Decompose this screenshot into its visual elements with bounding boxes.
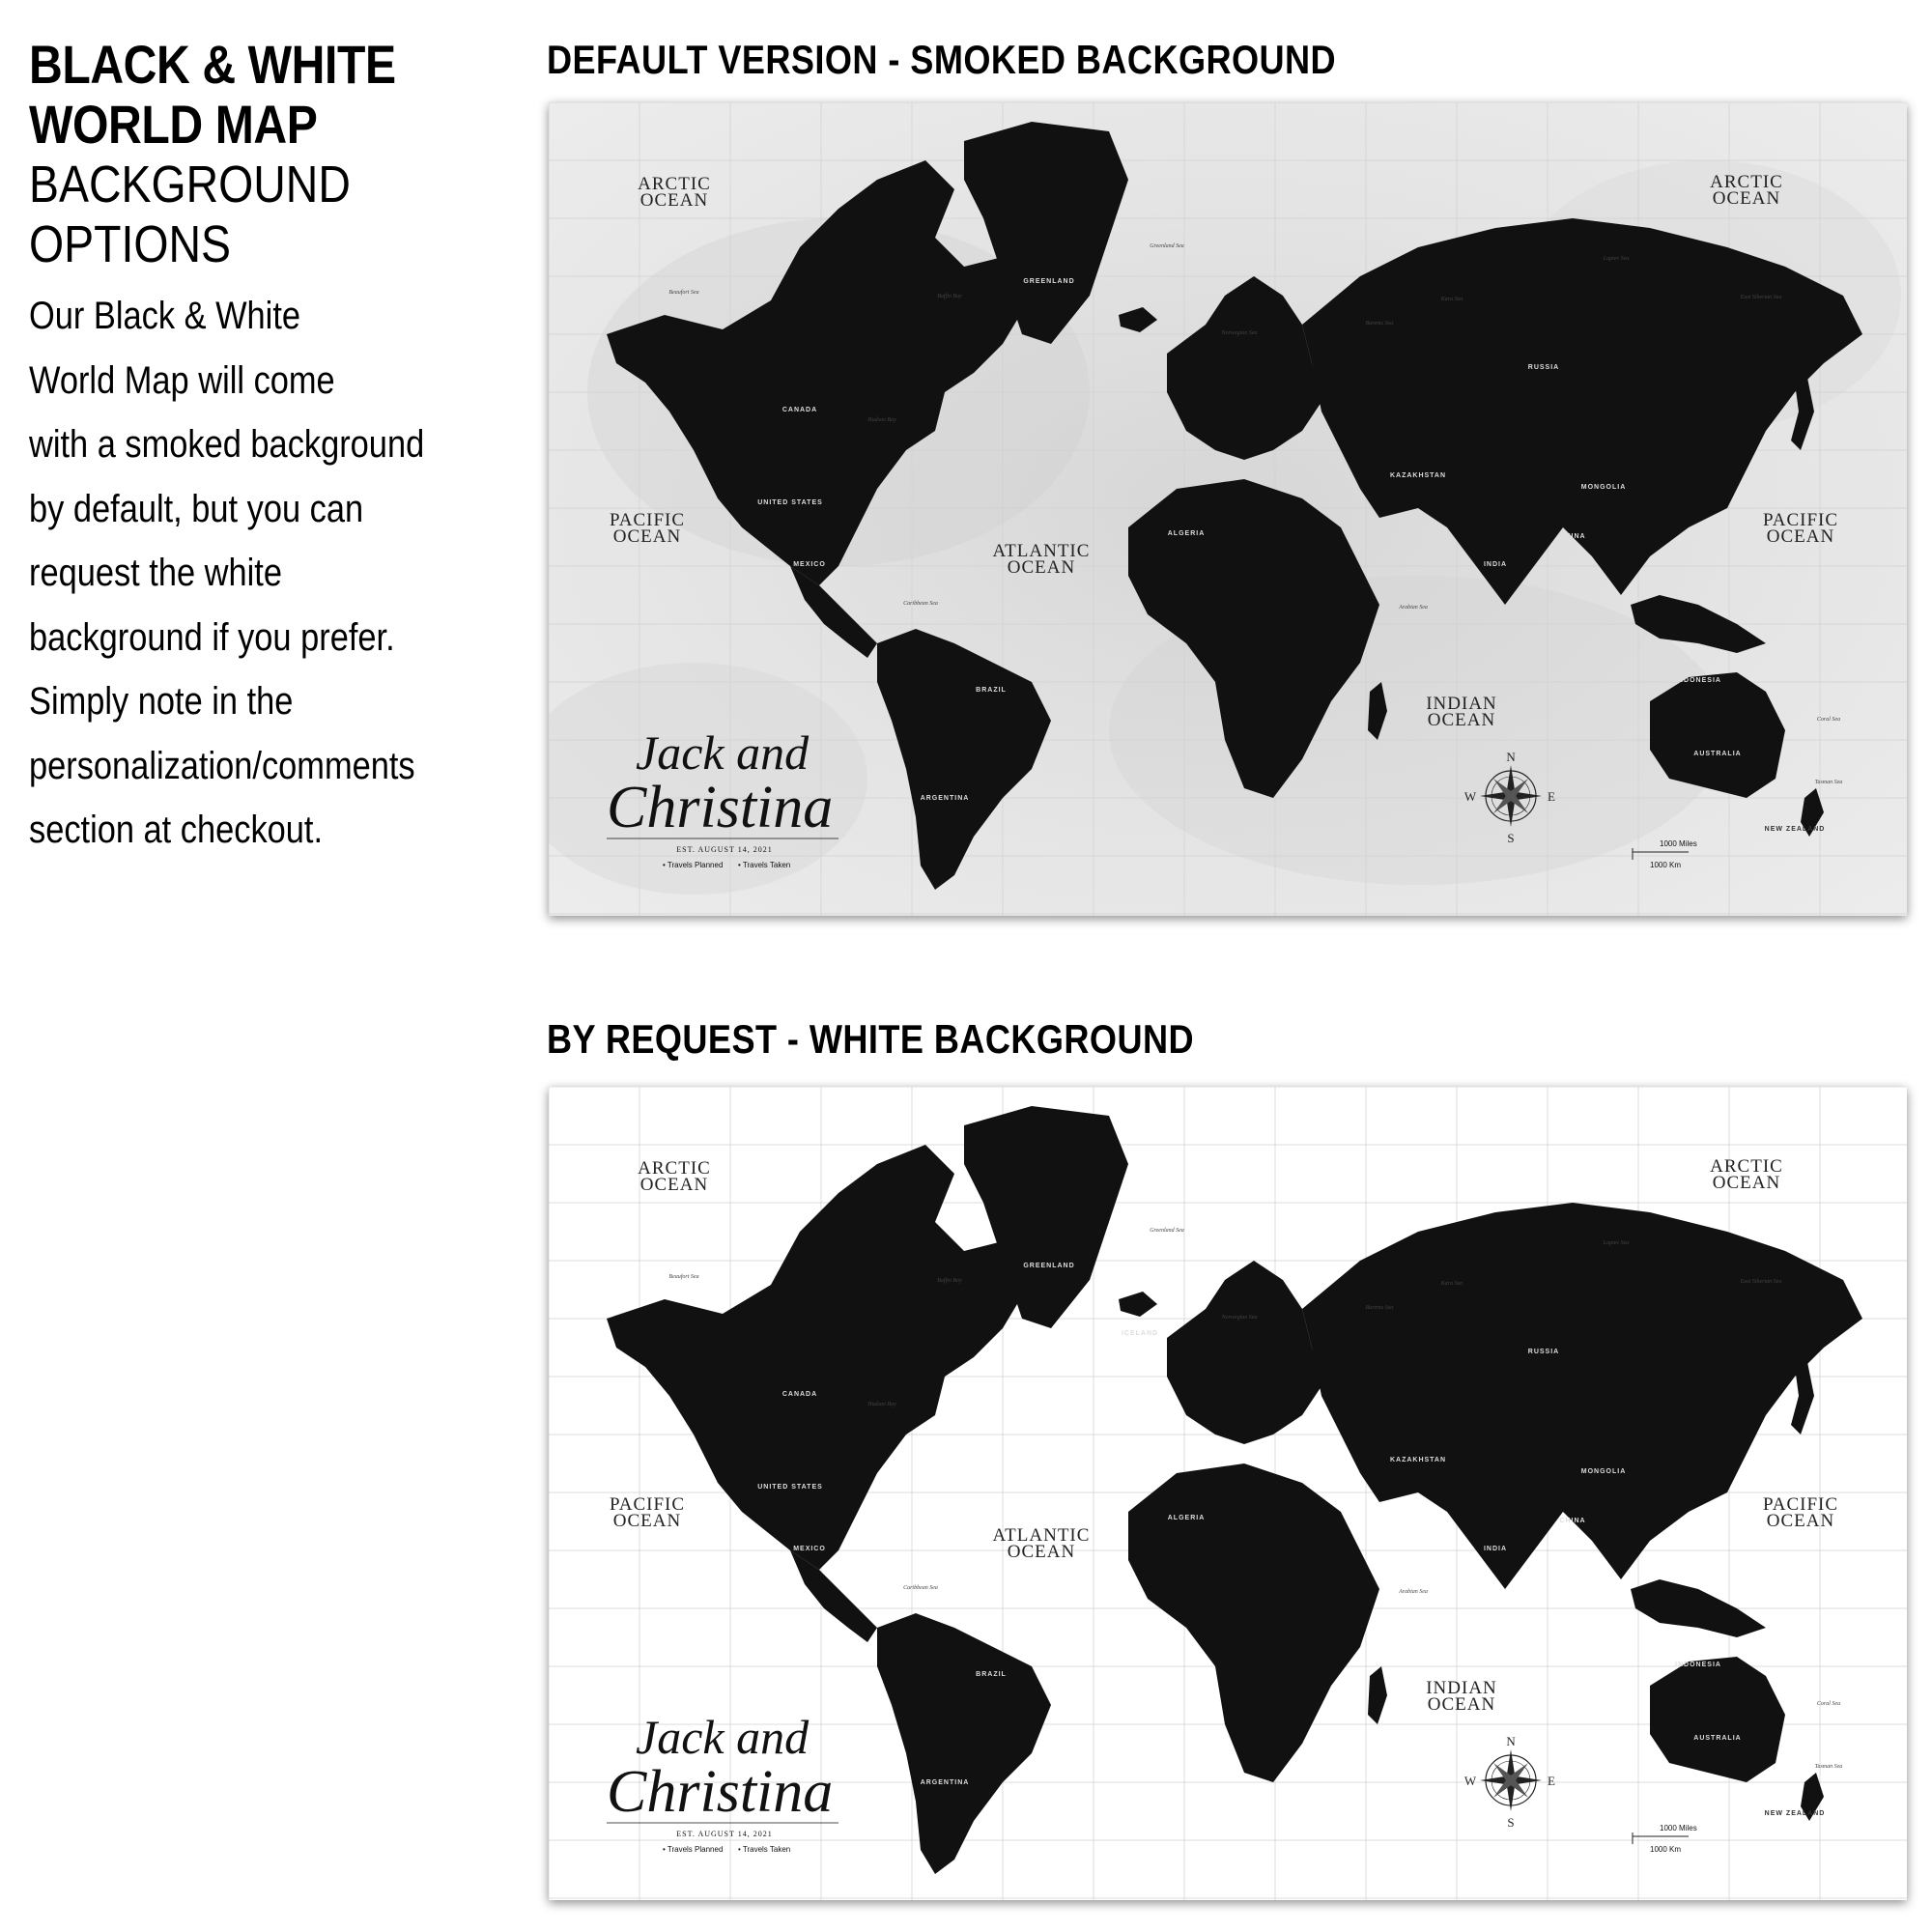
compass-s: S	[1507, 831, 1515, 845]
sea-label-tasman: Tasman Sea	[1814, 1764, 1843, 1770]
sea-label-barents: Barents Sea	[1365, 321, 1394, 327]
compass-w: W	[1463, 789, 1477, 804]
sea-label-norwegian: Norwegian Sea	[1221, 1315, 1258, 1321]
country-label-russia: RUSSIA	[1527, 1349, 1560, 1355]
atlantic-ocean-label: OCEAN	[1007, 557, 1076, 578]
intro-panel	[29, 35, 512, 863]
intro-subtitle-line2: OPTIONS	[29, 215, 232, 273]
sea-label-hudson: Hudson Bay	[867, 417, 896, 423]
country-label-china: CHINA	[1559, 533, 1586, 540]
country-label-new-zealand: NEW ZEALAND	[1764, 826, 1826, 833]
country-label-algeria: ALGERIA	[1167, 530, 1206, 537]
country-label-mexico: MEXICO	[793, 561, 826, 568]
country-label-united-states: UNITED STATES	[757, 1484, 823, 1491]
scale-km: 1000 Km	[1650, 861, 1682, 869]
compass-n: N	[1506, 750, 1516, 764]
country-label-canada: CANADA	[781, 407, 818, 413]
legend-travels-planned: • Travels Planned	[663, 861, 724, 869]
arctic-ocean-label-west: ARCTIC	[638, 1158, 711, 1179]
country-label-greenland: GREENLAND	[1023, 278, 1075, 285]
country-label-india: INDIA	[1483, 1546, 1508, 1552]
legend-travels-planned: • Travels Planned	[663, 1845, 724, 1854]
pacific-ocean-label-east: PACIFIC	[1762, 510, 1839, 530]
country-label-brazil: BRAZIL	[976, 687, 1007, 694]
pacific-ocean-label-west: OCEAN	[612, 526, 682, 547]
section-title-white: BY REQUEST - WHITE BACKGROUND	[547, 1016, 1195, 1062]
sea-label-east-siberian: East Siberian Sea	[1740, 295, 1782, 300]
personal-established: EST. AUGUST 14, 2021	[676, 1830, 773, 1838]
country-label-mexico: MEXICO	[793, 1546, 826, 1552]
intro-body-line: Simply note in the	[29, 680, 294, 723]
svg-text:PACIFICOCEAN	[1763, 1494, 1838, 1531]
pacific-ocean-label-west: PACIFIC	[609, 510, 686, 530]
sea-label-coral: Coral Sea	[1816, 717, 1841, 723]
intro-title-line2: WORLD MAP	[29, 94, 318, 155]
sea-label-norwegian: Norwegian Sea	[1221, 330, 1258, 336]
personal-name-line2: Christina	[607, 775, 834, 840]
intro-subtitle-line1: BACKGROUND	[29, 156, 351, 213]
world-map	[549, 102, 1907, 916]
world-map	[549, 1087, 1907, 1900]
intro-body-line: Our Black & White	[29, 295, 301, 337]
sea-label-beaufort: Beaufort Sea	[668, 1274, 699, 1280]
svg-text:INDIANOCEAN	[1426, 1678, 1497, 1715]
country-label-algeria: ALGERIA	[1167, 1515, 1206, 1521]
intro-body-line: personalization/comments	[29, 744, 415, 787]
indian-ocean-label: INDIAN	[1426, 1678, 1497, 1698]
svg-text:PACIFICOCEAN	[610, 1494, 685, 1531]
atlantic-ocean-label: OCEAN	[1007, 1542, 1076, 1562]
country-label-kazakhstan: KAZAKHSTAN	[1389, 472, 1447, 479]
svg-text:ARCTICOCEAN	[638, 174, 711, 211]
compass-w: W	[1463, 1774, 1477, 1788]
compass-e: E	[1548, 789, 1555, 804]
personal-name-line1: Jack and	[636, 1710, 810, 1764]
svg-text:ARCTICOCEAN	[1710, 172, 1783, 209]
map-panel-white	[549, 1087, 1907, 1900]
country-label-iceland: ICELAND	[1121, 346, 1159, 353]
section-title-smoked: DEFAULT VERSION - SMOKED BACKGROUND	[547, 37, 1337, 82]
country-label-brazil: BRAZIL	[976, 1671, 1007, 1678]
country-label-kazakhstan: KAZAKHSTAN	[1389, 1457, 1447, 1463]
atlantic-ocean-label: ATLANTIC	[992, 1525, 1091, 1546]
country-label-australia: AUSTRALIA	[1693, 751, 1742, 757]
country-label-indonesia: INDONESIA	[1675, 677, 1721, 684]
atlantic-ocean-label: ATLANTIC	[992, 541, 1091, 561]
sea-label-coral: Coral Sea	[1816, 1701, 1841, 1707]
arctic-ocean-label-west: OCEAN	[639, 1175, 709, 1195]
intro-body-line: with a smoked background	[29, 423, 425, 466]
pacific-ocean-label-west: OCEAN	[612, 1511, 682, 1531]
country-label-iceland: ICELAND	[1121, 1330, 1159, 1337]
legend-travels-taken: • Travels Taken	[738, 1845, 791, 1854]
svg-text:ARCTICOCEAN	[638, 1158, 711, 1195]
sea-label-arabian: Arabian Sea	[1399, 1589, 1428, 1595]
intro-body-line: request the white	[29, 552, 282, 594]
arctic-ocean-label-east: OCEAN	[1712, 188, 1781, 209]
sea-label-laptev: Laptev Sea	[1603, 1240, 1630, 1246]
arctic-ocean-label-west: OCEAN	[639, 190, 709, 211]
map-panel-smoked	[549, 102, 1907, 916]
pacific-ocean-label-east: OCEAN	[1766, 526, 1835, 547]
country-label-greenland: GREENLAND	[1023, 1263, 1075, 1269]
arctic-ocean-label-east: OCEAN	[1712, 1173, 1781, 1193]
country-label-canada: CANADA	[781, 1391, 818, 1398]
indian-ocean-label: INDIAN	[1426, 694, 1497, 714]
intro-body-line: background if you prefer.	[29, 615, 395, 659]
country-label-australia: AUSTRALIA	[1693, 1735, 1742, 1742]
sea-label-kara: Kara Sea	[1440, 297, 1463, 302]
sea-label-caribbean: Caribbean Sea	[903, 1585, 938, 1591]
sea-label-beaufort: Beaufort Sea	[668, 290, 699, 296]
country-label-mongolia: MONGOLIA	[1580, 1468, 1627, 1475]
intro-body-line: by default, but you can	[29, 487, 364, 530]
intro-body	[29, 284, 512, 863]
sea-label-east-siberian: East Siberian Sea	[1740, 1279, 1782, 1285]
svg-text:ARCTICOCEAN	[1710, 1156, 1783, 1193]
compass-n: N	[1506, 1734, 1516, 1748]
intro-title-line1: BLACK & WHITE	[29, 34, 396, 95]
country-label-china: CHINA	[1559, 1518, 1586, 1524]
sea-label-barents: Barents Sea	[1365, 1305, 1394, 1311]
country-label-argentina: ARGENTINA	[920, 795, 970, 802]
legend-travels-taken: • Travels Taken	[738, 861, 791, 869]
arctic-ocean-label-west: ARCTIC	[638, 174, 711, 194]
personal-established: EST. AUGUST 14, 2021	[676, 845, 773, 854]
sea-label-baffin: Baffin Bay	[937, 294, 962, 299]
country-label-indonesia: INDONESIA	[1675, 1662, 1721, 1668]
sea-label-greenland-sea: Greenland Sea	[1150, 1228, 1184, 1234]
svg-text:PACIFICOCEAN	[1763, 510, 1838, 547]
arctic-ocean-label-east: ARCTIC	[1710, 1156, 1783, 1177]
compass-s: S	[1507, 1815, 1515, 1830]
country-label-india: INDIA	[1483, 561, 1508, 568]
personal-name-line2: Christina	[607, 1759, 834, 1825]
country-label-russia: RUSSIA	[1527, 364, 1560, 371]
sea-label-hudson: Hudson Bay	[867, 1402, 896, 1407]
scale-miles: 1000 Miles	[1660, 1824, 1697, 1833]
pacific-ocean-label-west: PACIFIC	[609, 1494, 686, 1515]
scale-km: 1000 Km	[1650, 1845, 1682, 1854]
indian-ocean-label: OCEAN	[1427, 1694, 1496, 1715]
country-label-argentina: ARGENTINA	[920, 1779, 970, 1786]
personal-name-line1: Jack and	[636, 725, 810, 780]
sea-label-greenland-sea: Greenland Sea	[1150, 243, 1184, 249]
indian-ocean-label: OCEAN	[1427, 710, 1496, 730]
country-label-united-states: UNITED STATES	[757, 499, 823, 506]
country-label-mongolia: MONGOLIA	[1580, 484, 1627, 491]
sea-label-caribbean: Caribbean Sea	[903, 601, 938, 607]
sea-label-laptev: Laptev Sea	[1603, 256, 1630, 262]
pacific-ocean-label-east: OCEAN	[1766, 1511, 1835, 1531]
sea-label-tasman: Tasman Sea	[1814, 780, 1843, 785]
sea-label-kara: Kara Sea	[1440, 1281, 1463, 1287]
country-label-new-zealand: NEW ZEALAND	[1764, 1810, 1826, 1817]
arctic-ocean-label-east: ARCTIC	[1710, 172, 1783, 192]
svg-text:PACIFICOCEAN	[610, 510, 685, 547]
compass-e: E	[1548, 1774, 1555, 1788]
sea-label-arabian: Arabian Sea	[1399, 605, 1428, 611]
scale-miles: 1000 Miles	[1660, 839, 1697, 848]
intro-body-line: section at checkout.	[29, 809, 324, 851]
intro-body-line: World Map will come	[29, 358, 335, 402]
sea-label-baffin: Baffin Bay	[937, 1278, 962, 1284]
svg-text:INDIANOCEAN	[1426, 694, 1497, 730]
pacific-ocean-label-east: PACIFIC	[1762, 1494, 1839, 1515]
